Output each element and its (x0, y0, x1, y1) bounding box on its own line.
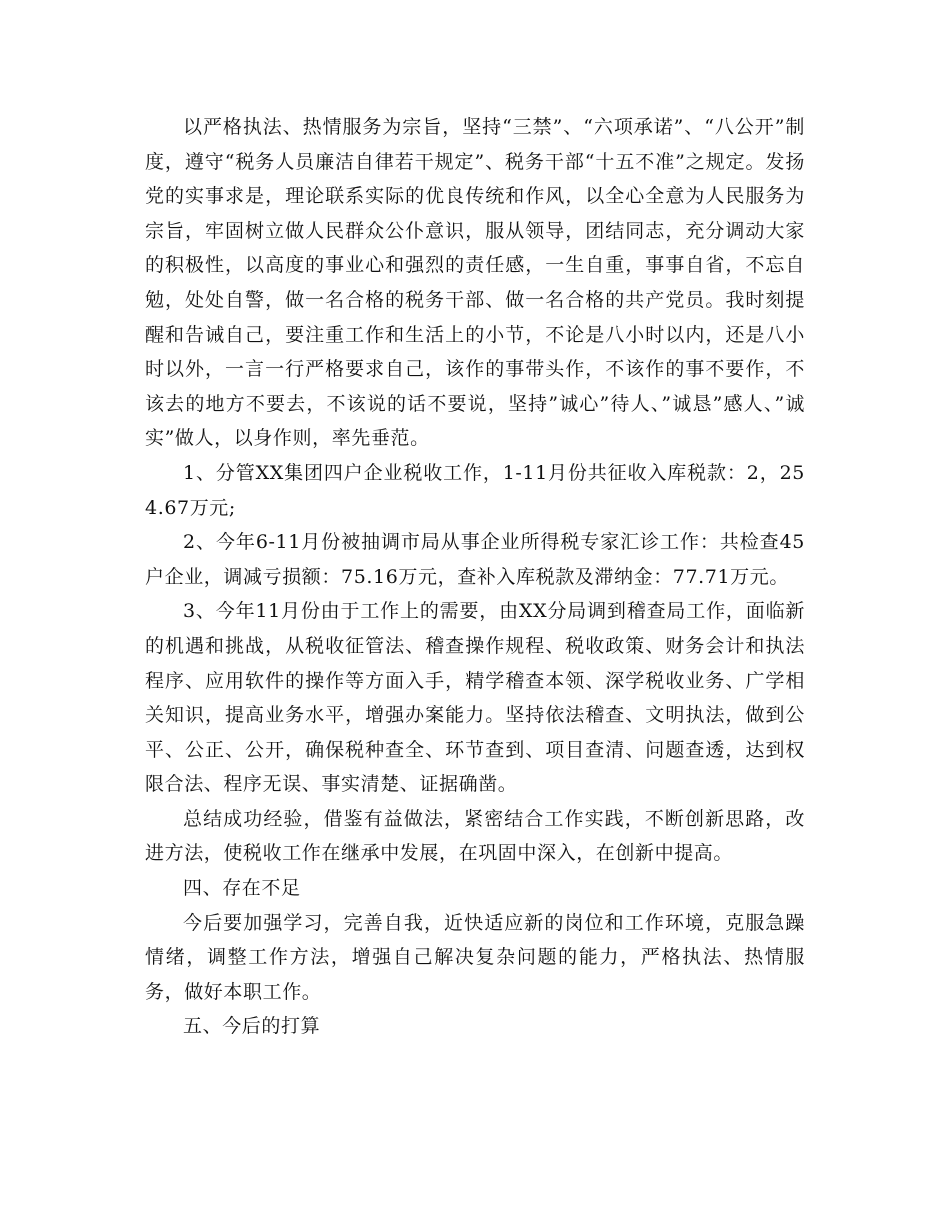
section-heading-future-plans: 五、今后的打算 (183, 1015, 321, 1038)
section-heading-shortcomings: 四、存在不足 (183, 877, 301, 900)
paragraph-summary: 总结成功经验，借鉴有益做法，紧密结合工作实践，不断创新思路，改进方法，使税收工作在继承中发展，在巩固中深入，在创新中提高。 (145, 807, 805, 865)
paragraph-item-3: 3、今年11月份由于工作上的需要，由XX分局调到稽查局工作，面临新的机遇和挑战，从税收征管法、稽查操作规程、税收政策、财务会计和执法程序、应用软件的操作等方面入手，精学稽查本领、深学税收业务、广学相关知识，提高业务水平，增强办案能力。坚持依法稽查、文明执法，做到公平、公正、公开，确保税种查全、环节查到、项目查清、问题查透，达到权限合法、程序无误、事实清楚、证据确凿。 (145, 600, 805, 796)
paragraph-item-2: 2、今年6-11月份被抽调市局从事企业所得税专家汇诊工作：共检查45户企业，调减亏损额：75.16万元，查补入库税款及滞纳金：77.71万元。 (145, 531, 805, 588)
paragraph-item-1: 1、分管XX集团四户企业税收工作，1-11月份共征收入库税款：2，254.67万元; (145, 461, 805, 519)
document-body (145, 110, 805, 1044)
paragraph-shortcomings: 今后要加强学习，完善自我，近快适应新的岗位和工作环境，克服急躁情绪，调整工作方法，增强自己解决复杂问题的能力，严格执法、热情服务，做好本职工作。 (145, 911, 805, 1003)
paragraph-conduct: 以严格执法、热情服务为宗旨，坚持“三禁”、“六项承诺”、“八公开”制度，遵守“税务人员廉洁自律若干规定”、税务干部“十五不准”之规定。发扬党的实事求是，理论联系实际的优良传统和作风，以全心全意为人民服务为宗旨，牢固树立做人民群众公仆意识，服从领导，团结同志，充分调动大家的积极性，以高度的事业心和强烈的责任感，一生自重，事事自省，不忘自勉，处处自警，做一名合格的税务干部、做一名合格的共产党员。我时刻提醒和告诫自己，要注重工作和生活上的小节，不论是八小时以内，还是八小时以外，一言一行严格要求自己，该作的事带头作，不该作的事不要作，不该去的地方不要去，不该说的话不要说，坚持”诚心”待人、”诚恳”感人、”诚实”做人，以身作则，率先垂范。 (145, 116, 805, 450)
